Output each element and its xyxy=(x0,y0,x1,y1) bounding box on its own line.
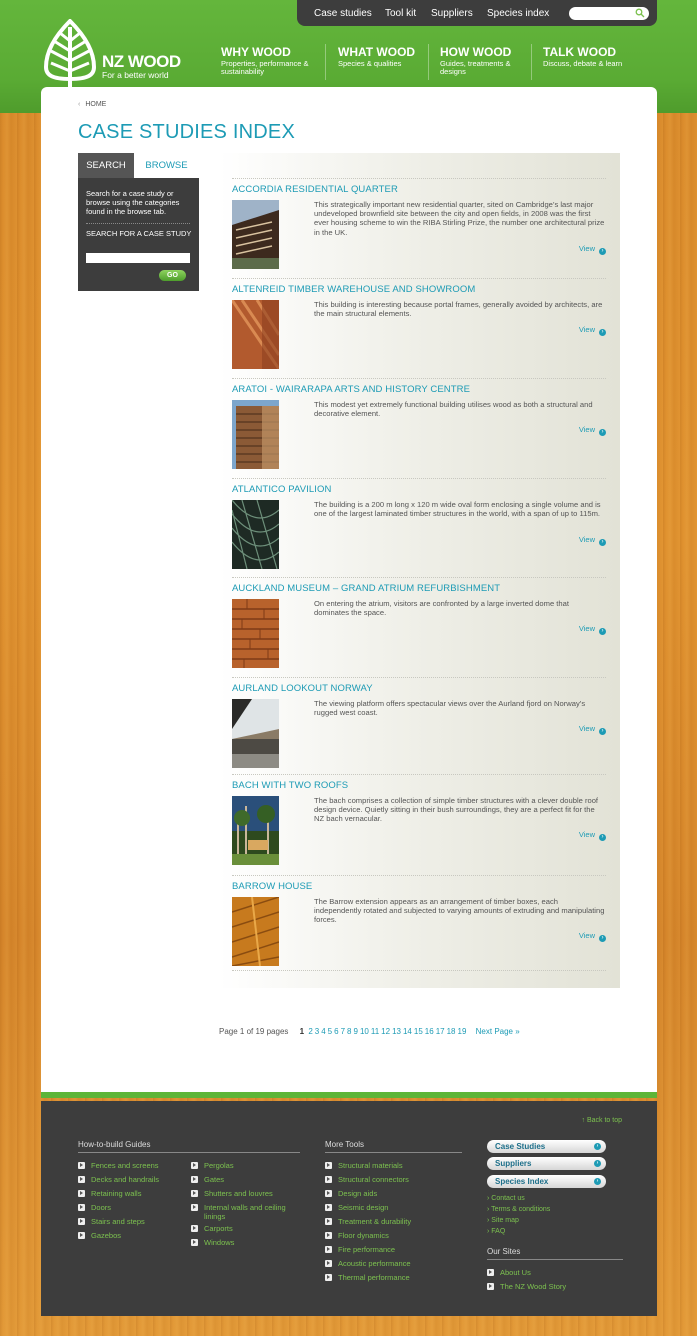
page-link[interactable]: 2 xyxy=(308,1027,313,1036)
case-study-title-link[interactable]: BACH WITH TWO ROOFS xyxy=(232,780,349,791)
next-page-link[interactable]: Next Page » xyxy=(475,1027,520,1036)
bullet-arrow-icon xyxy=(325,1232,332,1239)
case-study-description: This building is interesting because portal frames, generally avoided by architects, are the main structural elements. xyxy=(314,300,603,319)
arrow-right-icon: › xyxy=(599,248,606,255)
site-map-link[interactable]: › Site map xyxy=(487,1217,519,1224)
current-page: 1 xyxy=(299,1027,305,1036)
bullet-arrow-icon xyxy=(191,1190,198,1197)
arrow-right-icon: › xyxy=(599,329,606,336)
nav-why-wood[interactable] xyxy=(221,45,321,76)
footer-tool-link[interactable] xyxy=(338,1231,389,1240)
nz-wood-story-link[interactable] xyxy=(500,1282,566,1291)
terms-link[interactable]: › Terms & conditions xyxy=(487,1206,551,1213)
breadcrumb-home[interactable]: HOME xyxy=(85,101,107,108)
item-divider xyxy=(232,875,606,876)
bullet-arrow-icon xyxy=(325,1176,332,1183)
view-link[interactable] xyxy=(579,425,606,436)
nav-divider xyxy=(325,44,326,80)
view-link[interactable] xyxy=(579,724,606,735)
button-label: Species Index xyxy=(495,1177,549,1186)
nav-what-wood-title: WHAT WOOD xyxy=(338,45,416,59)
footer-tool-link[interactable] xyxy=(338,1175,409,1184)
arrow-right-icon: › xyxy=(594,1143,601,1150)
util-link-case-studies[interactable]: Case studies xyxy=(314,8,372,19)
nav-divider xyxy=(531,44,532,80)
util-link-species-index[interactable]: Species index xyxy=(487,8,550,19)
footer-link-label: Decks and handrails xyxy=(91,1175,159,1184)
view-label: View xyxy=(578,624,595,633)
footer-link-label: Pergolas xyxy=(204,1161,234,1170)
footer-link-label: Acoustic performance xyxy=(338,1259,411,1268)
footer-link-label: Seismic design xyxy=(338,1203,389,1212)
footer-guide-link[interactable] xyxy=(91,1175,159,1184)
footer-tool-link[interactable] xyxy=(338,1217,411,1226)
arrow-right-icon: › xyxy=(599,728,606,735)
go-button[interactable]: GO xyxy=(159,270,186,281)
footer-link-label: Internal walls and ceiling linings xyxy=(204,1203,286,1221)
util-link-suppliers[interactable]: Suppliers xyxy=(431,8,473,19)
tab-browse[interactable]: BROWSE xyxy=(134,153,199,178)
thumbnail-image[interactable] xyxy=(232,699,279,768)
case-study-title-link[interactable]: AUCKLAND MUSEUM – GRAND ATRIUM REFURBISHMENT xyxy=(232,583,501,594)
footer xyxy=(41,1101,657,1316)
tab-search[interactable]: SEARCH xyxy=(78,153,134,178)
footer-guide-link[interactable] xyxy=(204,1189,296,1198)
thumbnail-image[interactable] xyxy=(232,400,279,469)
thumbnail-image[interactable] xyxy=(232,897,279,966)
arrow-right-icon: › xyxy=(594,1178,601,1185)
footer-tool-link[interactable] xyxy=(338,1273,410,1282)
footer-link-label: Retaining walls xyxy=(91,1189,142,1198)
page-link[interactable]: 15 xyxy=(413,1027,423,1036)
nav-how-wood-title: HOW WOOD xyxy=(440,45,512,59)
footer-link-label: Structural connectors xyxy=(338,1175,409,1184)
case-study-description: On entering the atrium, visitors are confronted by a large inverted dome that dominates the space. xyxy=(314,599,569,618)
nav-why-wood-sub: Properties, performance & sustainability xyxy=(221,59,309,76)
bullet-arrow-icon xyxy=(191,1176,198,1183)
our-sites-heading: Our Sites xyxy=(487,1247,521,1256)
item-divider xyxy=(232,278,606,279)
view-label: View xyxy=(578,830,595,839)
footer-guide-link[interactable] xyxy=(204,1203,296,1221)
footer-link-label: Doors xyxy=(91,1203,112,1212)
footer-link-label: Structural materials xyxy=(338,1161,403,1170)
bullet-arrow-icon xyxy=(325,1260,332,1267)
back-to-top-link[interactable]: ↑ Back to top xyxy=(581,1117,622,1124)
page-link[interactable]: 12 xyxy=(381,1027,391,1036)
page-link[interactable]: 6 xyxy=(334,1027,339,1036)
case-study-title-link[interactable]: ARATOI - WAIRARAPA ARTS AND HISTORY CENTRE xyxy=(232,384,471,395)
footer-guide-link[interactable] xyxy=(204,1238,296,1247)
chevron-left-icon: ‹ xyxy=(78,101,81,108)
arrow-right-icon: › xyxy=(599,539,606,546)
site-search-input[interactable] xyxy=(575,8,635,19)
thumbnail-image[interactable] xyxy=(232,200,279,269)
nav-talk-wood-title: TALK WOOD xyxy=(543,45,617,59)
footer-tool-link[interactable] xyxy=(338,1245,395,1254)
view-label: View xyxy=(578,931,595,940)
item-divider xyxy=(232,178,606,179)
arrow-right-icon: › xyxy=(599,834,606,841)
view-link[interactable] xyxy=(579,325,606,336)
bullet-arrow-icon xyxy=(487,1269,494,1276)
thumbnail-image[interactable] xyxy=(232,300,279,369)
view-link[interactable] xyxy=(579,535,606,546)
footer-guide-link[interactable] xyxy=(91,1203,111,1212)
footer-link-label: Gates xyxy=(204,1175,225,1184)
nav-how-wood[interactable] xyxy=(440,45,530,76)
nz-wood-logo[interactable] xyxy=(40,19,190,89)
button-label: Suppliers xyxy=(495,1159,532,1168)
view-label: View xyxy=(578,535,595,544)
case-study-search-input[interactable] xyxy=(86,253,190,263)
case-study-description: This strategically important new residential quarter, sited on Cambridge’s last major undeveloped brownfield site between the city and open fields, in 2008 was the first ever housing scheme to win the RIBA Stirling Prize, the number one architectural prize in the UK. xyxy=(314,200,605,237)
guides-heading: How-to-build Guides xyxy=(78,1140,151,1149)
nav-how-wood-sub: Guides, treatments & designs xyxy=(440,59,511,76)
footer-link-label: Gazebos xyxy=(91,1231,122,1240)
page-link[interactable]: 4 xyxy=(321,1027,326,1036)
footer-link-label: Stairs and steps xyxy=(91,1217,145,1226)
arrow-right-icon: › xyxy=(599,628,606,635)
case-studies-button[interactable] xyxy=(487,1140,606,1153)
button-label: Case Studies xyxy=(495,1142,546,1151)
bullet-arrow-icon xyxy=(325,1218,332,1225)
footer-link-label: Fences and screens xyxy=(91,1161,159,1170)
search-field-label: SEARCH FOR A CASE STUDY xyxy=(86,229,192,238)
view-label: View xyxy=(578,724,595,733)
bullet-arrow-icon xyxy=(325,1190,332,1197)
view-link[interactable] xyxy=(579,244,606,255)
footer-link-label: Shutters and louvres xyxy=(204,1189,273,1198)
footer-link-label: Treatment & durability xyxy=(338,1217,412,1226)
thumbnail-image[interactable] xyxy=(232,796,279,865)
case-study-description: The Barrow extension appears as an arrangement of timber boxes, each independently rotated and subjected to varying amounts of extruding and manipulating forces. xyxy=(314,897,605,925)
nav-what-wood[interactable] xyxy=(338,45,426,68)
footer-guide-link[interactable] xyxy=(204,1224,296,1233)
bullet-arrow-icon xyxy=(78,1232,85,1239)
footer-guide-link[interactable] xyxy=(91,1217,145,1226)
utility-bar xyxy=(297,0,657,26)
arrow-right-icon: › xyxy=(594,1160,601,1167)
footer-guide-link[interactable] xyxy=(91,1161,159,1170)
view-link[interactable] xyxy=(579,624,606,635)
search-browse-panel xyxy=(78,153,199,291)
footer-guide-link[interactable] xyxy=(204,1161,296,1170)
footer-link-label: Fire performance xyxy=(338,1245,396,1254)
case-study-title-link[interactable]: BARROW HOUSE xyxy=(232,881,313,892)
search-icon[interactable] xyxy=(635,8,645,18)
bullet-arrow-icon xyxy=(78,1162,85,1169)
main-content xyxy=(41,87,657,1092)
site-search xyxy=(569,7,649,20)
footer-link-label: About Us xyxy=(500,1268,531,1277)
breadcrumb xyxy=(78,101,106,108)
bullet-arrow-icon xyxy=(78,1218,85,1225)
page-count-label: Page 1 of 19 pages xyxy=(219,1027,289,1036)
footer-rule xyxy=(487,1259,623,1260)
bullet-arrow-icon xyxy=(325,1246,332,1253)
case-study-list xyxy=(219,153,620,988)
bullet-arrow-icon xyxy=(191,1204,198,1211)
page-link[interactable]: 9 xyxy=(353,1027,358,1036)
pagination xyxy=(219,1027,522,1036)
view-label: View xyxy=(578,325,595,334)
view-link[interactable] xyxy=(579,830,606,841)
footer-tool-link[interactable] xyxy=(338,1189,377,1198)
item-divider xyxy=(232,478,606,479)
case-study-description: The building is a 200 m long x 120 m wide oval form enclosing a single volume and is one of the largest laminated timber structures in the world, with a span of up to 115m. xyxy=(314,500,601,519)
page-link[interactable]: 8 xyxy=(347,1027,352,1036)
page-link[interactable]: 14 xyxy=(402,1027,412,1036)
case-study-description: The bach comprises a collection of simple timber structures with a clever double roof design device. Quietly sitting in their bush surroundings, they are a perfect fit for the NZ bach vernacular. xyxy=(314,796,599,824)
footer-accent-bar xyxy=(41,1092,657,1098)
contact-us-link[interactable]: › Contact us xyxy=(487,1195,525,1202)
page-link[interactable]: 5 xyxy=(327,1027,333,1036)
item-divider xyxy=(232,774,606,775)
footer-link-label: The NZ Wood Story xyxy=(500,1282,567,1291)
arrow-right-icon: › xyxy=(599,935,606,942)
logo-tagline: For a better world xyxy=(102,70,169,80)
tools-heading: More Tools xyxy=(325,1140,364,1149)
footer-link-label: Windows xyxy=(204,1238,235,1247)
case-study-title-link[interactable]: AURLAND LOOKOUT NORWAY xyxy=(232,683,373,694)
panel-divider xyxy=(86,223,190,224)
nav-what-wood-sub: Species & qualities xyxy=(338,59,402,68)
tree-logo-icon xyxy=(40,19,100,87)
case-study-title-link[interactable]: ACCORDIA RESIDENTIAL QUARTER xyxy=(232,184,398,195)
page-link[interactable]: 18 xyxy=(446,1027,456,1036)
arrow-right-icon: › xyxy=(599,429,606,436)
case-study-title-link[interactable]: ATLANTICO PAVILION xyxy=(232,484,332,495)
bullet-arrow-icon xyxy=(78,1176,85,1183)
page-link[interactable]: 10 xyxy=(359,1027,369,1036)
item-divider xyxy=(232,577,606,578)
item-divider xyxy=(232,677,606,678)
case-study-title-link[interactable]: ALTENREID TIMBER WAREHOUSE AND SHOWROOM xyxy=(232,284,476,295)
nav-why-wood-title: WHY WOOD xyxy=(221,45,291,59)
footer-guide-link[interactable] xyxy=(204,1175,296,1184)
page-link[interactable]: 3 xyxy=(314,1027,320,1036)
list-end-divider xyxy=(232,970,606,971)
util-link-tool-kit[interactable]: Tool kit xyxy=(385,8,417,19)
bullet-arrow-icon xyxy=(325,1274,332,1281)
nav-talk-wood-sub: Discuss, debate & learn xyxy=(543,59,623,68)
species-index-button[interactable] xyxy=(487,1175,606,1188)
view-label: View xyxy=(578,425,595,434)
page-link[interactable]: 13 xyxy=(392,1027,401,1036)
page-title: CASE STUDIES INDEX xyxy=(78,121,295,143)
page-link[interactable]: 19 xyxy=(457,1027,467,1036)
bullet-arrow-icon xyxy=(191,1239,198,1246)
bullet-arrow-icon xyxy=(487,1283,494,1290)
thumbnail-image[interactable] xyxy=(232,599,279,668)
footer-link-label: Carports xyxy=(204,1224,233,1233)
item-divider xyxy=(232,378,606,379)
page-link[interactable]: 7 xyxy=(340,1027,346,1036)
bullet-arrow-icon xyxy=(78,1204,85,1211)
nav-divider xyxy=(428,44,429,80)
logo-name: NZ WOOD xyxy=(102,52,181,71)
case-study-description: This modest yet extremely functional building utilises wood as both a structural and decorative element. xyxy=(314,400,593,419)
about-us-link[interactable] xyxy=(500,1268,531,1277)
nav-talk-wood[interactable] xyxy=(543,45,623,68)
view-label: View xyxy=(578,244,595,253)
page-link[interactable]: 17 xyxy=(435,1027,445,1036)
faq-link[interactable]: › FAQ xyxy=(487,1228,506,1235)
footer-link-label: Design aids xyxy=(338,1189,378,1198)
suppliers-button[interactable] xyxy=(487,1157,606,1170)
footer-tool-link[interactable] xyxy=(338,1161,403,1170)
footer-guide-link[interactable] xyxy=(91,1231,121,1240)
footer-tool-link[interactable] xyxy=(338,1203,388,1212)
footer-rule xyxy=(325,1152,462,1153)
footer-link-label: Thermal performance xyxy=(338,1273,410,1282)
page-link[interactable]: 16 xyxy=(424,1027,434,1036)
search-intro-text: Search for a case study or browse using the categories found in the browse tab. xyxy=(86,189,180,216)
footer-rule xyxy=(78,1152,300,1153)
footer-guide-link[interactable] xyxy=(91,1189,141,1198)
bullet-arrow-icon xyxy=(325,1162,332,1169)
case-study-description: The viewing platform offers spectacular views over the Aurland fjord on Norway’s rugged west coast. xyxy=(314,699,586,718)
bullet-arrow-icon xyxy=(191,1162,198,1169)
bullet-arrow-icon xyxy=(325,1204,332,1211)
thumbnail-image[interactable] xyxy=(232,500,279,569)
footer-tool-link[interactable] xyxy=(338,1259,411,1268)
footer-link-label: Floor dynamics xyxy=(338,1231,389,1240)
view-link[interactable] xyxy=(579,931,606,942)
page-link[interactable]: 11 xyxy=(370,1027,380,1036)
bullet-arrow-icon xyxy=(78,1190,85,1197)
bullet-arrow-icon xyxy=(191,1225,198,1232)
